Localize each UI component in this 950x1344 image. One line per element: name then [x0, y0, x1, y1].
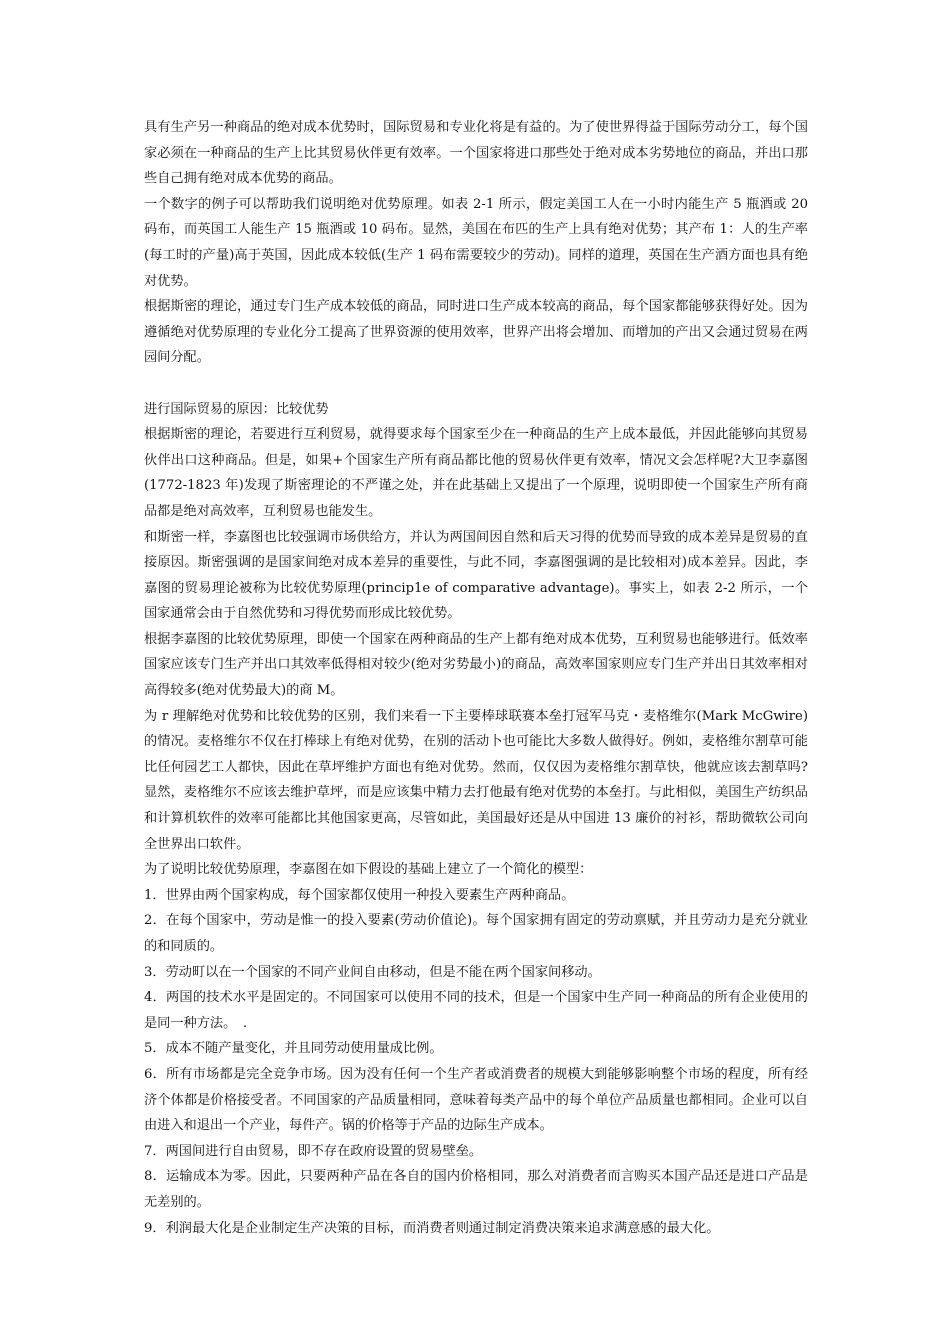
list-item: 3．劳动町以在一个国家的不同产业间自由移动，但是不能在两个国家间移动。 [144, 964, 601, 980]
list-item: 2．在每个国家中，劳动是惟一的投入要素(劳动价值论)。每个国家拥有固定的劳动禀赋，并且劳动力是充分就业的和同质的。 [144, 913, 808, 954]
paragraph: 根据李嘉图的比较优势原理，即使一个国家在两种商品的生产上都有绝对成本优势，互利贸易也能够进行。低效率国家应该专门生产并出口其效率低得相对较少(绝对劣势最小)的商品，高效率国家则应专门生产并出日其效率相对高得较多(绝对优势最大)的商 M。 [144, 631, 808, 699]
list-item: 1．世界由两个国家构成，每个国家都仅使用一种投入要素生产两种商品。 [144, 887, 575, 903]
document-page [144, 115, 808, 1241]
paragraph: 根据斯密的理论，通过专门生产成本较低的商品，同时进口生产成本较高的商品，每个国家都能够获得好处。因为遵循绝对优势原理的专业化分工提高了世界资源的使用效率，世界产出将会增加、而增加的产出又会通过贸易在两园间分配。 [144, 299, 808, 366]
paragraph: 和斯密一样，李嘉图也比较强调市场供给方，并认为两国间因自然和后天习得的优势而导致的成本差异是贸易的直接原因。斯密强调的是国家间绝对成本差异的重要性，与此不同，李嘉图强调的是比较相对)成本差异。因此，李嘉图的贸易理论被称为比较优势原理(princip1e of comparative advantage)。事实上，如表 2-2 所示，一个国家通常会由于自然优势和习得优势而形成比较优势。 [144, 529, 808, 622]
section-heading: 进行国际贸易的原因：比较优势 [144, 401, 329, 417]
list-item: 5．成本不随产量变化，并且同劳动使用量成比例。 [144, 1041, 443, 1057]
paragraph: 为 r 理解绝对优势和比较优势的区别，我们来看一下主要棒球联赛本垒打冠军马克・麦格维尔(Mark McGwire)的情况。麦格维尔不仅在打棒球上有绝对优势，在别的活动卜也可能比大多数人做得好。例如，麦格维尔割草可能比任何园艺工人都快，因此在草坪维护方面也有绝对优势。然而，仅仅因为麦格维尔割草快，他就应该去割草吗?显然，麦格维尔不应该去维护草坪，而是应该集中精力去打他最有绝对优势的本垒打。与此相似，美国生产纺织品和计算机软件的效率可能都比其他国家更高，尽管如此，美国最好还是从中国进 13 廉价的衬衫，帮助微软公司向全世界出口软件。 [144, 708, 808, 852]
paragraph: 为了说明比较优势原理，李嘉图在如下假设的基础上建立了一个简化的模型： [144, 862, 593, 878]
list-item: 4．两国的技术水平是固定的。不同国家可以使用不同的技术，但是一个国家中生产同一种商品的所有企业使用的是同一种方法。 . [144, 990, 808, 1031]
paragraph: 具有生产另一种商品的绝对成本优势时，国际贸易和专业化将是有益的。为了使世界得益于国际劳动分工，每个国家必须在一种商品的生产上比其贸易伙伴更有效率。一个国家将进口那些处于绝对成本劣势地位的商品，并出口那些自己拥有绝对成本优势的商品。 [144, 120, 808, 187]
list-item: 9．利润最大化是企业制定生产决策的目标，而消费者则通过制定消费决策来追求满意感的最大化。 [144, 1220, 720, 1236]
list-item: 7．两国间进行自由贸易，即不存在政府设置的贸易壁垒。 [144, 1143, 483, 1159]
list-item: 8．运输成本为零。因此，只要两种产品在各自的国内价格相同，那么对消费者而言购买本国产品还是进口产品是无差别的。 [144, 1169, 808, 1210]
paragraph: 一个数字的例子可以帮助我们说明绝对优势原理。如表 2-1 所示，假定美国工人在一小时内能生产 5 瓶酒或 20 码布，而英国工人能生产 15 瓶酒或 10 码布。显然，美国在布匹的生产上具有绝对优势；其产布 1：人的生产率(每工时的产量)高于英国，因此成本较低(生产 1 码布需要较少的劳动)。同样的道理，英国在生产酒方面也具有绝对优势。 [144, 196, 808, 289]
list-item: 6．所有市场都是完全竞争市场。因为没有任何一个生产者或消费者的规模大到能够影响整个市场的程度，所有经济个体都是价格接受者。不同国家的产品质量相同，意味着每类产品中的每个单位产品质量也都相同。企业可以自由进入和退出一个产业，每件产。锅的价格等于产品的边际生产成本。 [144, 1066, 808, 1134]
paragraph: 根据斯密的理论，若要进行互利贸易，就得要求每个国家至少在一种商品的生产上成本最低，并因此能够向其贸易伙伴出口这种商品。但是，如果+个国家生产所有商品都比他的贸易伙伴更有效率，情况文会怎样呢?大卫李嘉图(1772-1823 年)发现了斯密理论的不严谨之处，并在此基础上又提出了一个原理，说明即使一个国家生产所有商品都是绝对高效率，互利贸易也能发生。 [144, 427, 808, 519]
blank-line [144, 371, 808, 397]
